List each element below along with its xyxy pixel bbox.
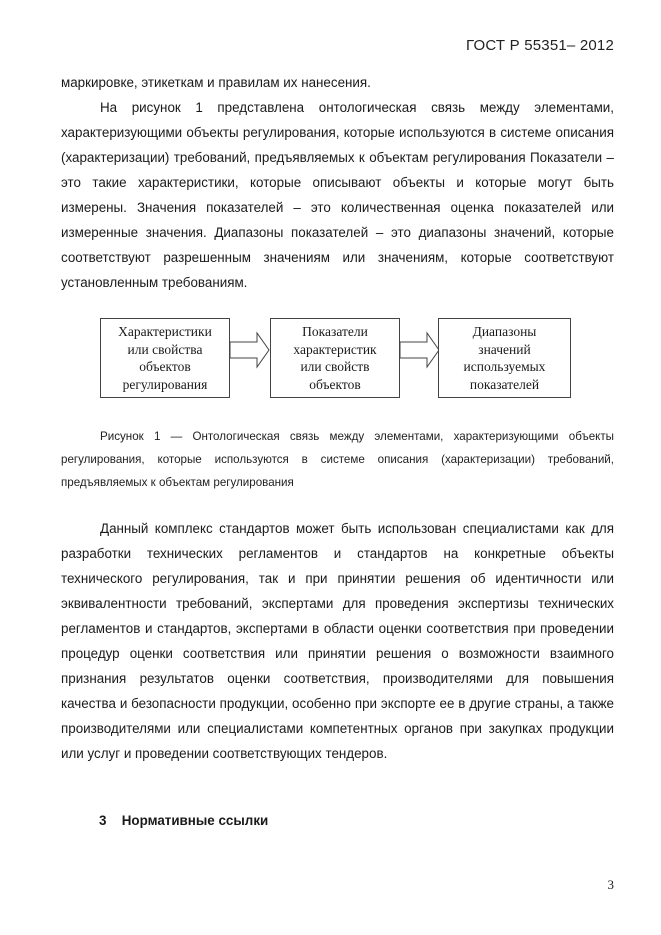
- diagram-box-label: Характеристики или свойства объектов регулирования: [118, 324, 212, 392]
- right-arrow-icon: [400, 327, 440, 373]
- diagram-box-label: Диапазоны значений используемых показателей: [463, 324, 546, 392]
- figure-caption: [61, 425, 614, 494]
- paragraph-usage: [61, 516, 614, 766]
- page-number: 3: [607, 877, 614, 892]
- diagram-box-label: Показатели характеристик или свойств объектов: [293, 324, 377, 392]
- figure-caption-text: Рисунок 1 — Онтологическая связь между элементами, характеризующими объекты регулирования, которые используются в системе описания (характеризации) требований, предъявляемых к объектам регулирования: [61, 430, 614, 489]
- diagram-box-indicators: [270, 318, 400, 398]
- right-arrow-icon: [230, 327, 270, 373]
- paragraph-text: маркировке, этикеткам и правилам их нанесения.: [61, 75, 371, 90]
- paragraph-text: Данный комплекс стандартов может быть использован специалистами как для разработки технических регламентов и стандартов на конкретные объекты технического регулирования, так и при принятии решения об идентичности или эквивалентности требований, экспертами для проведения экспертизы технических регламентов и стандартов, экспертами в области оценки соответствия при проведении процедур оценки соответствия или принятии решения о возможности взаимного признания результатов оценки соответствия, производителями для повышения качества и безопасности продукции, особенно при экспорте ее в другие страны, а также производителями или специалистами компетентных органов при закупках продукции или услуг и проведении соответствующих тендеров.: [61, 521, 614, 761]
- paragraph-text: На рисунок 1 представлена онтологическая связь между элементами, характеризующими объекты регулирования, которые используются в системе описания (характеризации) требований, предъявляемых к объектам регулирования Показатели – это такие характеристики, которые описывают объекты и которые могут быть измерены. Значения показателей – это количественная оценка показателей или измеренные значения. Диапазоны показателей – это диапазоны значений, которые соответствуют разрешенным значениям или значениям, которые соответствуют установленным требованиям.: [61, 100, 614, 290]
- diagram-box-ranges: [438, 318, 571, 398]
- section-heading: [99, 808, 268, 833]
- ontology-diagram: [98, 318, 573, 400]
- document-header: ГОСТ Р 55351– 2012: [466, 37, 614, 54]
- paragraph-figure-intro: [61, 95, 614, 295]
- diagram-box-characteristics: [100, 318, 230, 398]
- paragraph-continuation: [61, 70, 614, 95]
- section-number: 3: [99, 813, 107, 828]
- section-title: Нормативные ссылки: [121, 813, 269, 828]
